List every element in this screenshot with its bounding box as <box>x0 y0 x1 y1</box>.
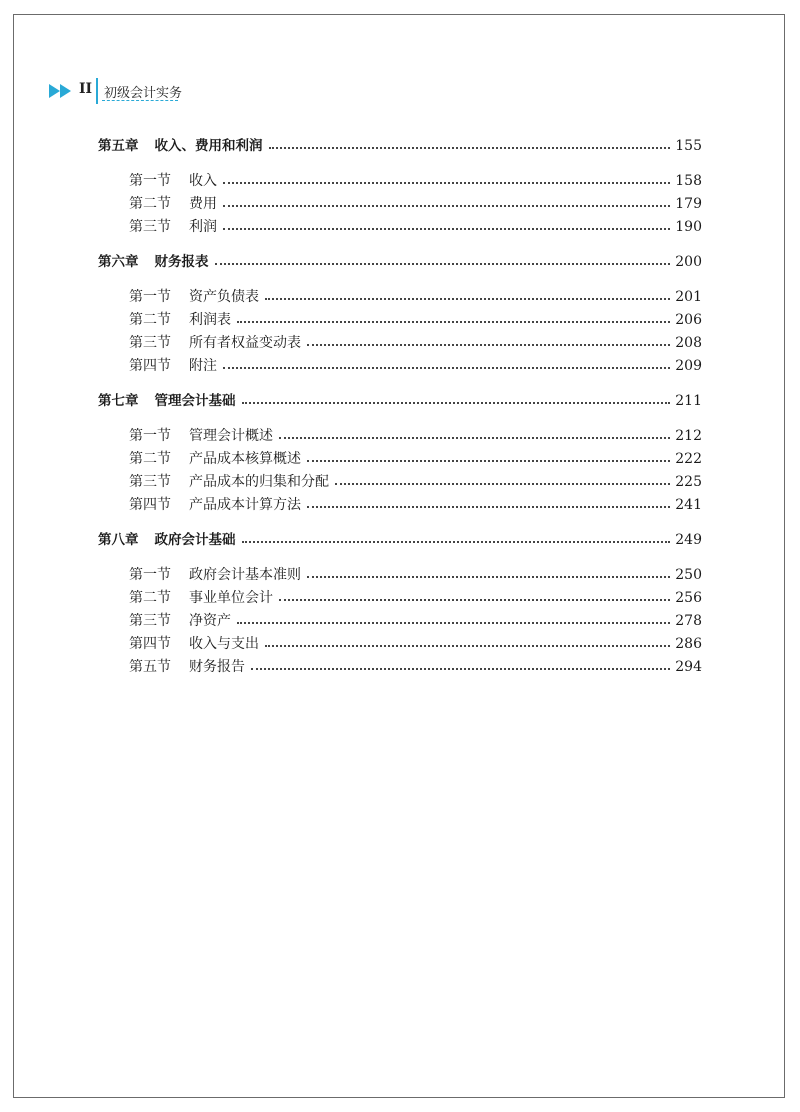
chapter-number: 第七章 <box>98 393 139 409</box>
entry-title: 所有者权益变动表 <box>189 335 301 351</box>
page-number: 249 <box>675 532 702 548</box>
entry-title: 利润表 <box>189 312 231 328</box>
section-title <box>129 193 217 215</box>
entry-title: 产品成本核算概述 <box>189 451 301 467</box>
entry-title: 财务报表 <box>154 254 209 270</box>
section-number: 第一节 <box>129 173 171 189</box>
title-underline <box>102 100 178 101</box>
book-title: 初级会计实务 <box>104 86 183 101</box>
page-number: 201 <box>675 289 702 305</box>
toc-chapter-row[interactable] <box>0 529 800 551</box>
page-number: 190 <box>675 219 702 235</box>
entry-title: 管理会计概述 <box>189 428 273 444</box>
section-number: 第三节 <box>129 474 171 490</box>
section-number: 第四节 <box>129 358 171 374</box>
page-number: 155 <box>675 138 702 154</box>
toc-section-row[interactable] <box>0 494 800 516</box>
chapter-number: 第六章 <box>98 254 139 270</box>
entry-title: 政府会计基础 <box>154 532 236 548</box>
section-number: 第二节 <box>129 590 171 606</box>
entry-title: 利润 <box>189 219 217 235</box>
entry-title: 费用 <box>189 196 217 212</box>
section-title <box>129 448 301 470</box>
section-number: 第一节 <box>129 567 171 583</box>
toc-chapter-row[interactable] <box>0 135 800 157</box>
section-title <box>129 332 301 354</box>
section-title <box>129 656 245 678</box>
toc-section-row[interactable] <box>0 309 800 331</box>
toc-section-row[interactable] <box>0 564 800 586</box>
chapter-title <box>98 390 236 412</box>
page-number: 256 <box>675 590 702 606</box>
section-title <box>129 170 217 192</box>
section-number: 第一节 <box>129 289 171 305</box>
entry-title: 财务报告 <box>189 659 245 675</box>
dot-leader <box>251 656 670 678</box>
dot-leader <box>265 633 670 655</box>
section-title <box>129 216 217 238</box>
page-number: 211 <box>675 393 702 409</box>
dot-leader <box>223 216 670 238</box>
dot-leader <box>269 135 670 157</box>
entry-title: 收入 <box>189 173 217 189</box>
page-number: 208 <box>675 335 702 351</box>
page-number: 241 <box>675 497 702 513</box>
dot-leader <box>242 390 670 412</box>
dot-leader <box>215 251 670 273</box>
toc-section-row[interactable] <box>0 425 800 447</box>
page-number: 225 <box>675 474 702 490</box>
toc-section-row[interactable] <box>0 216 800 238</box>
section-title <box>129 494 301 516</box>
double-arrow-icon <box>49 84 73 98</box>
toc-section-row[interactable] <box>0 633 800 655</box>
dot-leader <box>237 309 670 331</box>
chapter-title <box>98 529 236 551</box>
entry-title: 净资产 <box>189 613 231 629</box>
toc-section-row[interactable] <box>0 286 800 308</box>
section-number: 第二节 <box>129 312 171 328</box>
page-number: 222 <box>675 451 702 467</box>
chapter-title <box>98 135 263 157</box>
toc-chapter-row[interactable] <box>0 390 800 412</box>
dot-leader <box>265 286 670 308</box>
entry-title: 收入、费用和利润 <box>154 138 263 154</box>
section-title <box>129 587 273 609</box>
dot-leader <box>307 564 670 586</box>
entry-title: 产品成本计算方法 <box>189 497 301 513</box>
page-number: 206 <box>675 312 702 328</box>
section-title <box>129 309 231 331</box>
dot-leader <box>279 425 670 447</box>
dot-leader <box>307 448 670 470</box>
entry-title: 政府会计基本准则 <box>189 567 301 583</box>
dot-leader <box>223 193 670 215</box>
page-number: 179 <box>675 196 702 212</box>
section-title <box>129 286 259 308</box>
section-number: 第三节 <box>129 219 171 235</box>
toc-section-row[interactable] <box>0 471 800 493</box>
toc-section-row[interactable] <box>0 170 800 192</box>
entry-title: 产品成本的归集和分配 <box>189 474 329 490</box>
page-number: 200 <box>675 254 702 270</box>
page-number-roman: II <box>79 81 93 97</box>
section-title <box>129 633 259 655</box>
toc-section-row[interactable] <box>0 448 800 470</box>
section-number: 第二节 <box>129 196 171 212</box>
header-divider <box>96 78 98 104</box>
entry-title: 资产负债表 <box>189 289 259 305</box>
entry-title: 事业单位会计 <box>189 590 273 606</box>
dot-leader <box>237 610 670 632</box>
dot-leader <box>335 471 670 493</box>
entry-title: 管理会计基础 <box>154 393 236 409</box>
dot-leader <box>279 587 670 609</box>
dot-leader <box>307 332 670 354</box>
dot-leader <box>242 529 670 551</box>
section-number: 第三节 <box>129 335 171 351</box>
toc-section-row[interactable] <box>0 656 800 678</box>
toc-section-row[interactable] <box>0 355 800 377</box>
toc-section-row[interactable] <box>0 587 800 609</box>
section-title <box>129 564 301 586</box>
chapter-number: 第五章 <box>98 138 139 154</box>
running-header <box>49 78 209 104</box>
section-title <box>129 471 329 493</box>
chapter-title <box>98 251 209 273</box>
chapter-number: 第八章 <box>98 532 139 548</box>
page-number: 286 <box>675 636 702 652</box>
dot-leader <box>223 355 670 377</box>
section-title <box>129 355 217 377</box>
section-number: 第四节 <box>129 636 171 652</box>
section-number: 第五节 <box>129 659 171 675</box>
page-number: 209 <box>675 358 702 374</box>
page-number: 212 <box>675 428 702 444</box>
toc-section-row[interactable] <box>0 610 800 632</box>
entry-title: 收入与支出 <box>189 636 259 652</box>
section-number: 第三节 <box>129 613 171 629</box>
page-number: 294 <box>675 659 702 675</box>
section-number: 第二节 <box>129 451 171 467</box>
toc-chapter-row[interactable] <box>0 251 800 273</box>
page-number: 158 <box>675 173 702 189</box>
dot-leader <box>223 170 670 192</box>
page-number: 250 <box>675 567 702 583</box>
section-title <box>129 425 273 447</box>
dot-leader <box>307 494 670 516</box>
entry-title: 附注 <box>189 358 217 374</box>
section-number: 第四节 <box>129 497 171 513</box>
page-number: 278 <box>675 613 702 629</box>
section-title <box>129 610 231 632</box>
toc-section-row[interactable] <box>0 193 800 215</box>
toc-section-row[interactable] <box>0 332 800 354</box>
section-number: 第一节 <box>129 428 171 444</box>
